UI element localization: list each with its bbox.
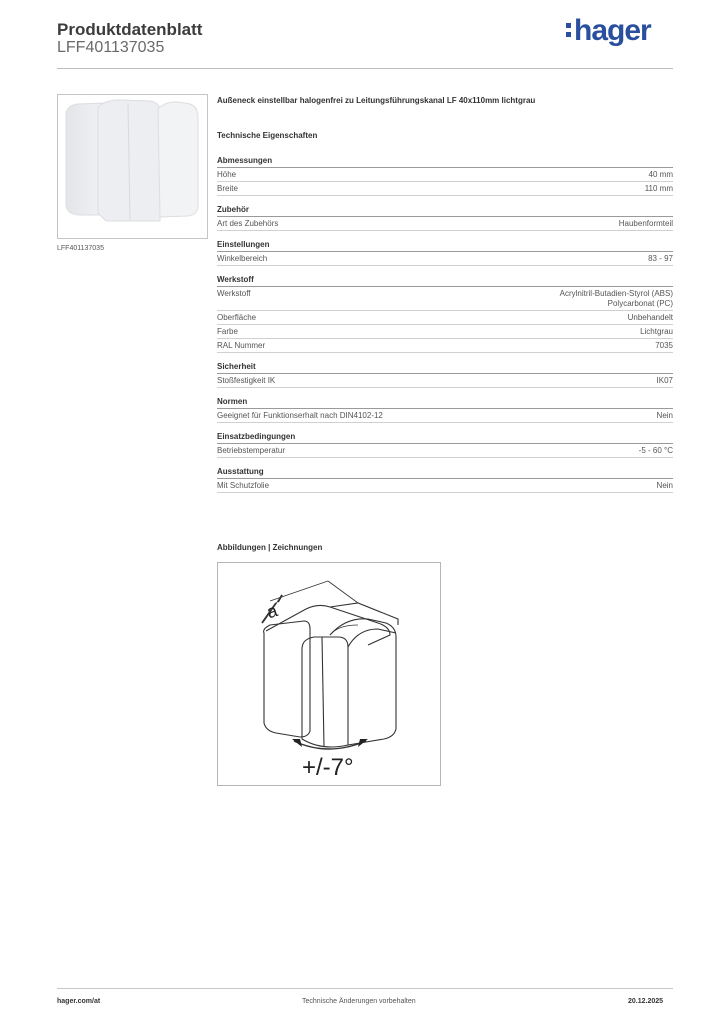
footer-website[interactable]: hager.com/at [57, 998, 101, 1005]
spec-value: 83 - 97 [648, 254, 673, 263]
spec-row [217, 252, 673, 266]
thumbnail-caption: LFF401137035 [57, 245, 104, 252]
spec-value: 40 mm [648, 170, 673, 179]
section-title: Zubehör [217, 205, 673, 217]
spec-value-line: Polycarbonat (PC) [607, 299, 673, 308]
spec-label: Oberfläche [217, 313, 257, 322]
article-number: LFF401137035 [57, 39, 165, 56]
spec-label: Werkstoff [217, 289, 251, 298]
product-thumbnail [57, 94, 208, 239]
spec-row [217, 409, 673, 423]
section-einsatzbedingungen [217, 432, 673, 458]
hager-logo[interactable] [566, 14, 651, 48]
spec-value: -5 - 60 °C [638, 446, 673, 455]
spec-label: Breite [217, 184, 238, 193]
spec-value: 110 mm [644, 184, 673, 193]
spec-row [217, 168, 673, 182]
spec-row [217, 217, 673, 231]
spec-value: 7035 [655, 341, 673, 350]
technical-heading: Technische Eigenschaften [217, 131, 318, 140]
section-title: Werkstoff [217, 275, 673, 287]
section-normen [217, 397, 673, 423]
section-title: Ausstattung [217, 467, 673, 479]
product-description: Außeneck einstellbar halogenfrei zu Leitungsführungskanal LF 40x110mm lichtgrau [217, 96, 536, 105]
spec-label: Mit Schutzfolie [217, 481, 270, 490]
spec-label: Winkelbereich [217, 254, 268, 263]
spec-row [217, 311, 673, 325]
spec-value: Nein [656, 411, 673, 420]
section-title: Einstellungen [217, 240, 673, 252]
spec-label: Farbe [217, 327, 238, 336]
section-title: Abmessungen [217, 156, 673, 168]
footer-notice: Technische Änderungen vorbehalten [302, 998, 416, 1005]
dimension-label: a [264, 600, 280, 623]
spec-value: IK07 [656, 376, 673, 385]
section-einstellungen [217, 240, 673, 266]
section-abmessungen [217, 156, 673, 196]
spec-label: Stoßfestigkeit IK [217, 376, 276, 385]
spec-value: Haubenformteil [618, 219, 673, 228]
spec-row [217, 374, 673, 388]
section-ausstattung [217, 467, 673, 493]
spec-table [217, 156, 673, 502]
spec-value-line: Acrylnitril-Butadien-Styrol (ABS) [559, 289, 673, 298]
spec-value [560, 289, 673, 309]
spec-label: Höhe [217, 170, 237, 179]
footer-divider [57, 988, 673, 989]
corner-piece-drawing [218, 563, 440, 785]
product-photo [58, 95, 207, 238]
section-werkstoff [217, 275, 673, 353]
logo-text: hager [574, 14, 651, 47]
spec-value: Lichtgrau [640, 327, 673, 336]
spec-label: Geeignet für Funktionserhalt nach DIN4102-12 [217, 411, 383, 420]
section-title: Einsatzbedingungen [217, 432, 673, 444]
spec-value: Nein [656, 481, 673, 490]
section-title: Normen [217, 397, 673, 409]
technical-drawing [217, 562, 441, 786]
spec-row [217, 325, 673, 339]
figures-heading: Abbildungen | Zeichnungen [217, 543, 323, 552]
angle-label: +/-7° [302, 754, 354, 781]
logo-colon-mark [566, 19, 572, 39]
footer-date: 20.12.2025 [628, 998, 664, 1005]
spec-value: Unbehandelt [627, 313, 673, 322]
spec-row [217, 479, 673, 493]
spec-label: RAL Nummer [217, 341, 266, 350]
section-title: Sicherheit [217, 362, 673, 374]
spec-label: Betriebstemperatur [217, 446, 286, 455]
spec-row [217, 339, 673, 353]
header-divider [57, 68, 673, 69]
section-sicherheit [217, 362, 673, 388]
section-zubehoer [217, 205, 673, 231]
spec-row [217, 444, 673, 458]
spec-row [217, 287, 673, 311]
spec-row [217, 182, 673, 196]
spec-label: Art des Zubehörs [217, 219, 279, 228]
document-title: Produktdatenblatt [57, 20, 203, 39]
